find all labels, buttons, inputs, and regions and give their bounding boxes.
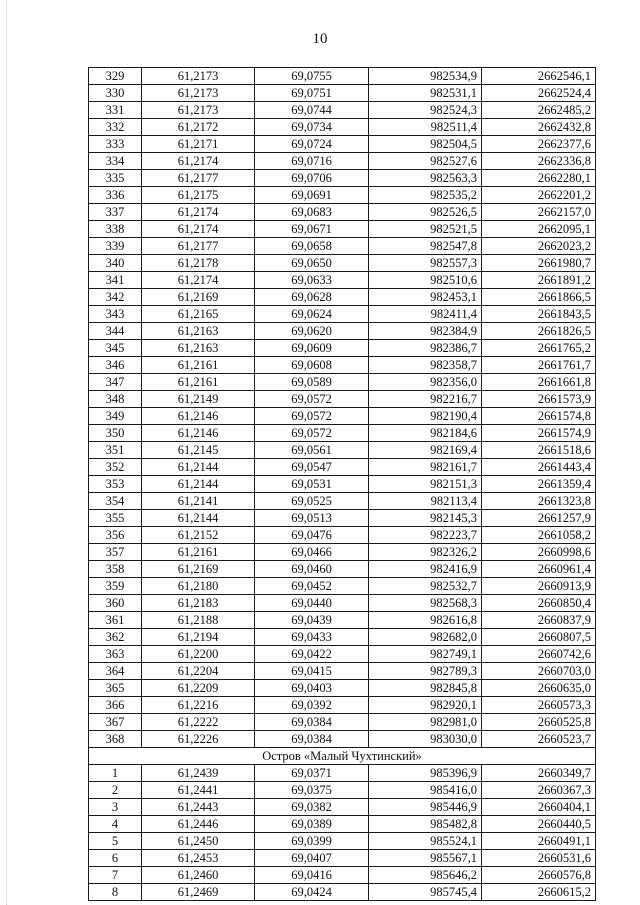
y-coordinate-cell: 2661359,4 [482,476,596,493]
point-number-cell: 350 [89,425,142,442]
latitude-cell: 61,2443 [142,799,255,816]
point-number-cell: 5 [89,833,142,850]
latitude-cell: 61,2149 [142,391,255,408]
point-number-cell: 337 [89,204,142,221]
y-coordinate-cell: 2661574,8 [482,408,596,425]
latitude-cell: 61,2177 [142,170,255,187]
table-row [89,255,596,272]
x-coordinate-cell: 982534,9 [369,68,482,85]
point-number-cell: 346 [89,357,142,374]
table-row [89,357,596,374]
latitude-cell: 61,2453 [142,850,255,867]
y-coordinate-cell: 2660615,2 [482,884,596,901]
longitude-cell: 69,0433 [255,629,369,646]
table-row [89,697,596,714]
point-number-cell: 331 [89,102,142,119]
x-coordinate-cell: 985524,1 [369,833,482,850]
point-number-cell: 7 [89,867,142,884]
x-coordinate-cell: 982532,7 [369,578,482,595]
latitude-cell: 61,2175 [142,187,255,204]
table-row [89,527,596,544]
scan-edge [6,0,7,905]
point-number-cell: 356 [89,527,142,544]
latitude-cell: 61,2144 [142,459,255,476]
latitude-cell: 61,2439 [142,765,255,782]
longitude-cell: 69,0572 [255,391,369,408]
point-number-cell: 365 [89,680,142,697]
table-row [89,221,596,238]
x-coordinate-cell: 982384,9 [369,323,482,340]
point-number-cell: 332 [89,119,142,136]
y-coordinate-cell: 2662485,2 [482,102,596,119]
x-coordinate-cell: 982531,1 [369,85,482,102]
latitude-cell: 61,2180 [142,578,255,595]
table-section [89,748,596,765]
x-coordinate-cell: 982563,3 [369,170,482,187]
y-coordinate-cell: 2660404,1 [482,799,596,816]
point-number-cell: 344 [89,323,142,340]
y-coordinate-cell: 2661661,8 [482,374,596,391]
point-number-cell: 354 [89,493,142,510]
y-coordinate-cell: 2660913,9 [482,578,596,595]
y-coordinate-cell: 2660961,4 [482,561,596,578]
point-number-cell: 352 [89,459,142,476]
x-coordinate-cell: 982749,1 [369,646,482,663]
longitude-cell: 69,0422 [255,646,369,663]
table-row [89,204,596,221]
section-row [89,748,596,765]
table-body-lower [89,765,596,901]
y-coordinate-cell: 2662524,4 [482,85,596,102]
latitude-cell: 61,2165 [142,306,255,323]
table-row [89,408,596,425]
longitude-cell: 69,0633 [255,272,369,289]
longitude-cell: 69,0399 [255,833,369,850]
x-coordinate-cell: 982326,2 [369,544,482,561]
x-coordinate-cell: 982356,0 [369,374,482,391]
y-coordinate-cell: 2662336,8 [482,153,596,170]
latitude-cell: 61,2144 [142,476,255,493]
point-number-cell: 2 [89,782,142,799]
point-number-cell: 342 [89,289,142,306]
latitude-cell: 61,2144 [142,510,255,527]
point-number-cell: 343 [89,306,142,323]
table-row [89,663,596,680]
x-coordinate-cell: 985745,4 [369,884,482,901]
table-row [89,833,596,850]
y-coordinate-cell: 2660523,7 [482,731,596,748]
latitude-cell: 61,2174 [142,221,255,238]
latitude-cell: 61,2209 [142,680,255,697]
longitude-cell: 69,0452 [255,578,369,595]
longitude-cell: 69,0547 [255,459,369,476]
latitude-cell: 61,2469 [142,884,255,901]
latitude-cell: 61,2173 [142,102,255,119]
x-coordinate-cell: 985646,2 [369,867,482,884]
x-coordinate-cell: 982510,6 [369,272,482,289]
x-coordinate-cell: 982521,5 [369,221,482,238]
longitude-cell: 69,0392 [255,697,369,714]
table-row [89,306,596,323]
point-number-cell: 364 [89,663,142,680]
y-coordinate-cell: 2660807,5 [482,629,596,646]
y-coordinate-cell: 2661765,2 [482,340,596,357]
table-row [89,510,596,527]
point-number-cell: 357 [89,544,142,561]
y-coordinate-cell: 2660850,4 [482,595,596,612]
point-number-cell: 358 [89,561,142,578]
x-coordinate-cell: 982845,8 [369,680,482,697]
longitude-cell: 69,0384 [255,731,369,748]
coordinates-table [88,67,596,901]
y-coordinate-cell: 2662201,2 [482,187,596,204]
longitude-cell: 69,0561 [255,442,369,459]
table-row [89,102,596,119]
longitude-cell: 69,0716 [255,153,369,170]
table-row [89,459,596,476]
longitude-cell: 69,0424 [255,884,369,901]
y-coordinate-cell: 2661574,9 [482,425,596,442]
table-row [89,646,596,663]
point-number-cell: 361 [89,612,142,629]
latitude-cell: 61,2171 [142,136,255,153]
y-coordinate-cell: 2660635,0 [482,680,596,697]
latitude-cell: 61,2446 [142,816,255,833]
y-coordinate-cell: 2660998,6 [482,544,596,561]
x-coordinate-cell: 982411,4 [369,306,482,323]
table-row [89,85,596,102]
x-coordinate-cell: 982223,7 [369,527,482,544]
latitude-cell: 61,2173 [142,85,255,102]
table-row [89,68,596,85]
latitude-cell: 61,2169 [142,561,255,578]
point-number-cell: 335 [89,170,142,187]
longitude-cell: 69,0734 [255,119,369,136]
y-coordinate-cell: 2660349,7 [482,765,596,782]
longitude-cell: 69,0744 [255,102,369,119]
longitude-cell: 69,0460 [255,561,369,578]
longitude-cell: 69,0466 [255,544,369,561]
point-number-cell: 347 [89,374,142,391]
x-coordinate-cell: 982190,4 [369,408,482,425]
y-coordinate-cell: 2661826,5 [482,323,596,340]
table-row [89,153,596,170]
y-coordinate-cell: 2661323,8 [482,493,596,510]
x-coordinate-cell: 982526,5 [369,204,482,221]
latitude-cell: 61,2450 [142,833,255,850]
latitude-cell: 61,2161 [142,544,255,561]
x-coordinate-cell: 982145,3 [369,510,482,527]
point-number-cell: 3 [89,799,142,816]
table-row [89,136,596,153]
y-coordinate-cell: 2660576,8 [482,867,596,884]
longitude-cell: 69,0691 [255,187,369,204]
y-coordinate-cell: 2660491,1 [482,833,596,850]
table-row [89,187,596,204]
x-coordinate-cell: 982527,6 [369,153,482,170]
latitude-cell: 61,2174 [142,153,255,170]
x-coordinate-cell: 982511,4 [369,119,482,136]
x-coordinate-cell: 982524,3 [369,102,482,119]
longitude-cell: 69,0389 [255,816,369,833]
latitude-cell: 61,2163 [142,340,255,357]
table-row [89,238,596,255]
table-row [89,714,596,731]
point-number-cell: 334 [89,153,142,170]
longitude-cell: 69,0572 [255,408,369,425]
table-row [89,731,596,748]
longitude-cell: 69,0609 [255,340,369,357]
x-coordinate-cell: 982557,3 [369,255,482,272]
y-coordinate-cell: 2661761,7 [482,357,596,374]
y-coordinate-cell: 2661573,9 [482,391,596,408]
x-coordinate-cell: 982151,3 [369,476,482,493]
table-row [89,323,596,340]
longitude-cell: 69,0525 [255,493,369,510]
y-coordinate-cell: 2662377,6 [482,136,596,153]
point-number-cell: 336 [89,187,142,204]
longitude-cell: 69,0724 [255,136,369,153]
x-coordinate-cell: 982161,7 [369,459,482,476]
y-coordinate-cell: 2661891,2 [482,272,596,289]
y-coordinate-cell: 2660440,5 [482,816,596,833]
table-body-upper [89,68,596,748]
latitude-cell: 61,2161 [142,374,255,391]
table-row [89,782,596,799]
x-coordinate-cell: 982504,5 [369,136,482,153]
table-row [89,816,596,833]
table-row [89,578,596,595]
table-row [89,119,596,136]
longitude-cell: 69,0440 [255,595,369,612]
longitude-cell: 69,0658 [255,238,369,255]
latitude-cell: 61,2222 [142,714,255,731]
latitude-cell: 61,2152 [142,527,255,544]
latitude-cell: 61,2169 [142,289,255,306]
longitude-cell: 69,0403 [255,680,369,697]
x-coordinate-cell: 982386,7 [369,340,482,357]
latitude-cell: 61,2204 [142,663,255,680]
point-number-cell: 333 [89,136,142,153]
point-number-cell: 353 [89,476,142,493]
latitude-cell: 61,2172 [142,119,255,136]
x-coordinate-cell: 982981,0 [369,714,482,731]
longitude-cell: 69,0650 [255,255,369,272]
point-number-cell: 355 [89,510,142,527]
point-number-cell: 341 [89,272,142,289]
latitude-cell: 61,2145 [142,442,255,459]
point-number-cell: 360 [89,595,142,612]
section-title: Остров «Малый Чухтинский» [89,748,596,765]
latitude-cell: 61,2173 [142,68,255,85]
table-row [89,629,596,646]
table-row [89,289,596,306]
y-coordinate-cell: 2660531,6 [482,850,596,867]
y-coordinate-cell: 2660525,8 [482,714,596,731]
x-coordinate-cell: 982682,0 [369,629,482,646]
y-coordinate-cell: 2660367,3 [482,782,596,799]
point-number-cell: 8 [89,884,142,901]
page-number: 10 [312,31,328,47]
x-coordinate-cell: 982358,7 [369,357,482,374]
point-number-cell: 362 [89,629,142,646]
y-coordinate-cell: 2661518,6 [482,442,596,459]
point-number-cell: 330 [89,85,142,102]
x-coordinate-cell: 985482,8 [369,816,482,833]
point-number-cell: 339 [89,238,142,255]
y-coordinate-cell: 2661980,7 [482,255,596,272]
y-coordinate-cell: 2662023,2 [482,238,596,255]
point-number-cell: 367 [89,714,142,731]
longitude-cell: 69,0371 [255,765,369,782]
table-row [89,272,596,289]
x-coordinate-cell: 985567,1 [369,850,482,867]
longitude-cell: 69,0415 [255,663,369,680]
x-coordinate-cell: 982184,6 [369,425,482,442]
latitude-cell: 61,2146 [142,408,255,425]
y-coordinate-cell: 2661843,5 [482,306,596,323]
y-coordinate-cell: 2662546,1 [482,68,596,85]
y-coordinate-cell: 2660742,6 [482,646,596,663]
x-coordinate-cell: 982216,7 [369,391,482,408]
longitude-cell: 69,0572 [255,425,369,442]
table-row [89,680,596,697]
point-number-cell: 349 [89,408,142,425]
point-number-cell: 340 [89,255,142,272]
y-coordinate-cell: 2660837,9 [482,612,596,629]
x-coordinate-cell: 982535,2 [369,187,482,204]
y-coordinate-cell: 2660573,3 [482,697,596,714]
y-coordinate-cell: 2662157,0 [482,204,596,221]
y-coordinate-cell: 2661058,2 [482,527,596,544]
longitude-cell: 69,0671 [255,221,369,238]
table-row [89,799,596,816]
point-number-cell: 348 [89,391,142,408]
x-coordinate-cell: 985396,9 [369,765,482,782]
table-row [89,340,596,357]
y-coordinate-cell: 2660703,0 [482,663,596,680]
latitude-cell: 61,2174 [142,272,255,289]
x-coordinate-cell: 985416,0 [369,782,482,799]
latitude-cell: 61,2174 [142,204,255,221]
point-number-cell: 6 [89,850,142,867]
latitude-cell: 61,2141 [142,493,255,510]
x-coordinate-cell: 985446,9 [369,799,482,816]
y-coordinate-cell: 2662432,8 [482,119,596,136]
longitude-cell: 69,0476 [255,527,369,544]
longitude-cell: 69,0608 [255,357,369,374]
latitude-cell: 61,2161 [142,357,255,374]
x-coordinate-cell: 982547,8 [369,238,482,255]
latitude-cell: 61,2441 [142,782,255,799]
latitude-cell: 61,2178 [142,255,255,272]
longitude-cell: 69,0407 [255,850,369,867]
longitude-cell: 69,0628 [255,289,369,306]
point-number-cell: 359 [89,578,142,595]
table-row [89,425,596,442]
point-number-cell: 368 [89,731,142,748]
longitude-cell: 69,0416 [255,867,369,884]
longitude-cell: 69,0382 [255,799,369,816]
x-coordinate-cell: 982789,3 [369,663,482,680]
point-number-cell: 338 [89,221,142,238]
x-coordinate-cell: 982920,1 [369,697,482,714]
longitude-cell: 69,0439 [255,612,369,629]
table-row [89,765,596,782]
point-number-cell: 1 [89,765,142,782]
table-row [89,170,596,187]
longitude-cell: 69,0620 [255,323,369,340]
x-coordinate-cell: 982453,1 [369,289,482,306]
latitude-cell: 61,2216 [142,697,255,714]
x-coordinate-cell: 982113,4 [369,493,482,510]
table-row [89,850,596,867]
y-coordinate-cell: 2662280,1 [482,170,596,187]
point-number-cell: 329 [89,68,142,85]
longitude-cell: 69,0384 [255,714,369,731]
x-coordinate-cell: 982616,8 [369,612,482,629]
point-number-cell: 345 [89,340,142,357]
table-row [89,544,596,561]
table-row [89,391,596,408]
table-row [89,884,596,901]
y-coordinate-cell: 2661866,5 [482,289,596,306]
table-row [89,374,596,391]
latitude-cell: 61,2188 [142,612,255,629]
x-coordinate-cell: 982169,4 [369,442,482,459]
longitude-cell: 69,0683 [255,204,369,221]
table-row [89,561,596,578]
table-row [89,476,596,493]
point-number-cell: 366 [89,697,142,714]
point-number-cell: 363 [89,646,142,663]
latitude-cell: 61,2163 [142,323,255,340]
latitude-cell: 61,2460 [142,867,255,884]
longitude-cell: 69,0375 [255,782,369,799]
x-coordinate-cell: 983030,0 [369,731,482,748]
longitude-cell: 69,0751 [255,85,369,102]
y-coordinate-cell: 2661257,9 [482,510,596,527]
table-row [89,595,596,612]
latitude-cell: 61,2226 [142,731,255,748]
x-coordinate-cell: 982416,9 [369,561,482,578]
longitude-cell: 69,0755 [255,68,369,85]
longitude-cell: 69,0589 [255,374,369,391]
longitude-cell: 69,0624 [255,306,369,323]
table-row [89,612,596,629]
y-coordinate-cell: 2662095,1 [482,221,596,238]
latitude-cell: 61,2146 [142,425,255,442]
latitude-cell: 61,2200 [142,646,255,663]
latitude-cell: 61,2177 [142,238,255,255]
point-number-cell: 4 [89,816,142,833]
table-row [89,442,596,459]
x-coordinate-cell: 982568,3 [369,595,482,612]
longitude-cell: 69,0706 [255,170,369,187]
y-coordinate-cell: 2661443,4 [482,459,596,476]
table-row [89,867,596,884]
longitude-cell: 69,0531 [255,476,369,493]
point-number-cell: 351 [89,442,142,459]
latitude-cell: 61,2183 [142,595,255,612]
table-row [89,493,596,510]
longitude-cell: 69,0513 [255,510,369,527]
latitude-cell: 61,2194 [142,629,255,646]
